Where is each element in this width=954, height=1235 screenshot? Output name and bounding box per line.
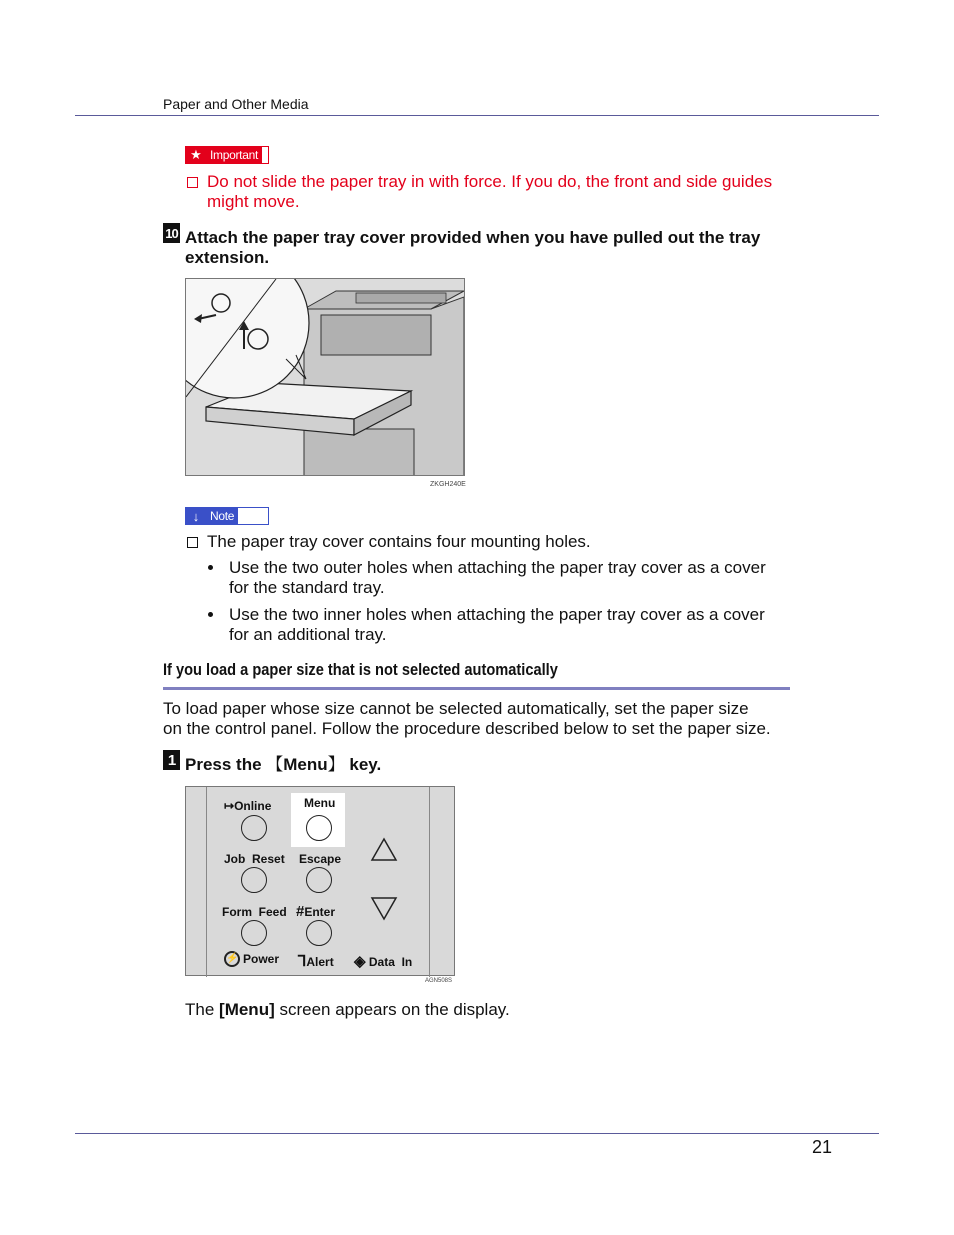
job-reset-button[interactable] xyxy=(241,867,267,893)
power-indicator: ⚡ Power xyxy=(226,952,280,966)
important-badge xyxy=(185,146,269,164)
step1-key: Menu xyxy=(283,755,328,774)
bullet-2-line-2: for an additional tray. xyxy=(229,625,387,644)
form-feed-button[interactable] xyxy=(241,920,267,946)
checkbox-icon xyxy=(187,537,198,548)
control-panel-illustration xyxy=(185,786,455,976)
step10-line-2: extension. xyxy=(185,248,270,267)
important-line-2: might move. xyxy=(207,192,300,211)
result-key: [Menu] xyxy=(219,1000,275,1019)
note-item-text: The paper tray cover contains four mounting holes. xyxy=(207,532,591,551)
page-number: 21 xyxy=(811,1137,832,1157)
section-intro xyxy=(163,699,803,739)
bullet-2-line-1: Use the two inner holes when attaching the paper tray cover as a cover xyxy=(229,605,765,624)
result-text xyxy=(185,1000,510,1020)
job-reset-label: Job Reset xyxy=(224,852,285,866)
menu-key-label: Menu xyxy=(304,796,336,810)
step1-suffix: key. xyxy=(344,755,382,774)
down-arrow-icon[interactable] xyxy=(370,895,398,921)
alert-indicator: ꞀAlert xyxy=(298,953,334,970)
step-number-1: 1 xyxy=(163,750,180,770)
important-line-1: Do not slide the paper tray in with force. If you do, the front and side guides xyxy=(207,172,773,191)
step1-text: Press the 【Menu】 key. xyxy=(185,755,382,774)
bullet-1-line-1: Use the two outer holes when attaching the paper tray cover as a cover xyxy=(229,558,766,577)
enter-button[interactable] xyxy=(306,920,332,946)
enter-key-label: #Enter xyxy=(296,903,336,920)
footer-rule xyxy=(75,1133,879,1134)
bullet-1-line-2: for the standard tray. xyxy=(229,578,385,597)
header-rule xyxy=(75,115,879,116)
online-button[interactable] xyxy=(241,815,267,841)
tray-cover-illustration xyxy=(185,278,465,476)
intro-line-2: on the control panel. Follow the procedure described below to set the paper size. xyxy=(163,719,771,738)
note-bullet-1 xyxy=(205,558,805,598)
result-suffix: screen appears on the display. xyxy=(274,1000,510,1019)
up-arrow-icon[interactable] xyxy=(370,837,398,863)
step10-line-1: Attach the paper tray cover provided when you have pulled out the tray xyxy=(185,228,761,247)
data-in-indicator: ◈ Data In xyxy=(354,953,413,970)
section-heading: If you load a paper size that is not selected automatically xyxy=(163,660,558,679)
checkbox-icon xyxy=(187,177,198,188)
note-item xyxy=(185,532,805,552)
arrow-down-icon: ↓ xyxy=(186,508,206,524)
result-prefix: The xyxy=(185,1000,220,1019)
form-feed-label: Form Feed xyxy=(222,905,287,919)
step10-text xyxy=(185,228,805,268)
star-icon: ★ xyxy=(186,147,206,163)
running-header: Paper and Other Media xyxy=(163,96,309,112)
step-number-10: 10 xyxy=(163,223,180,243)
online-key-label: ↦Online xyxy=(224,799,272,813)
note-label: Note xyxy=(206,508,238,524)
panel-figure-code: AGN508S xyxy=(425,978,453,984)
note-bullet-2 xyxy=(205,605,805,645)
note-badge xyxy=(185,507,269,525)
step1-prefix: Press the xyxy=(185,755,267,774)
alert-icon: Ꞁ xyxy=(298,953,307,970)
intro-line-1: To load paper whose size cannot be selected automatically, set the paper size xyxy=(163,699,749,718)
power-icon: ⚡ xyxy=(224,951,240,967)
important-item xyxy=(185,172,805,212)
bullet-icon xyxy=(208,565,213,570)
escape-key-label: Escape xyxy=(299,852,342,866)
tray-cover-drawing xyxy=(186,279,465,476)
menu-button[interactable] xyxy=(306,815,332,841)
escape-button[interactable] xyxy=(306,867,332,893)
data-in-icon: ◈ xyxy=(354,953,366,970)
figure-code: ZKGH240E xyxy=(430,481,466,488)
section-rule xyxy=(163,687,790,690)
bullet-icon xyxy=(208,612,213,617)
important-label: Important xyxy=(206,147,262,163)
